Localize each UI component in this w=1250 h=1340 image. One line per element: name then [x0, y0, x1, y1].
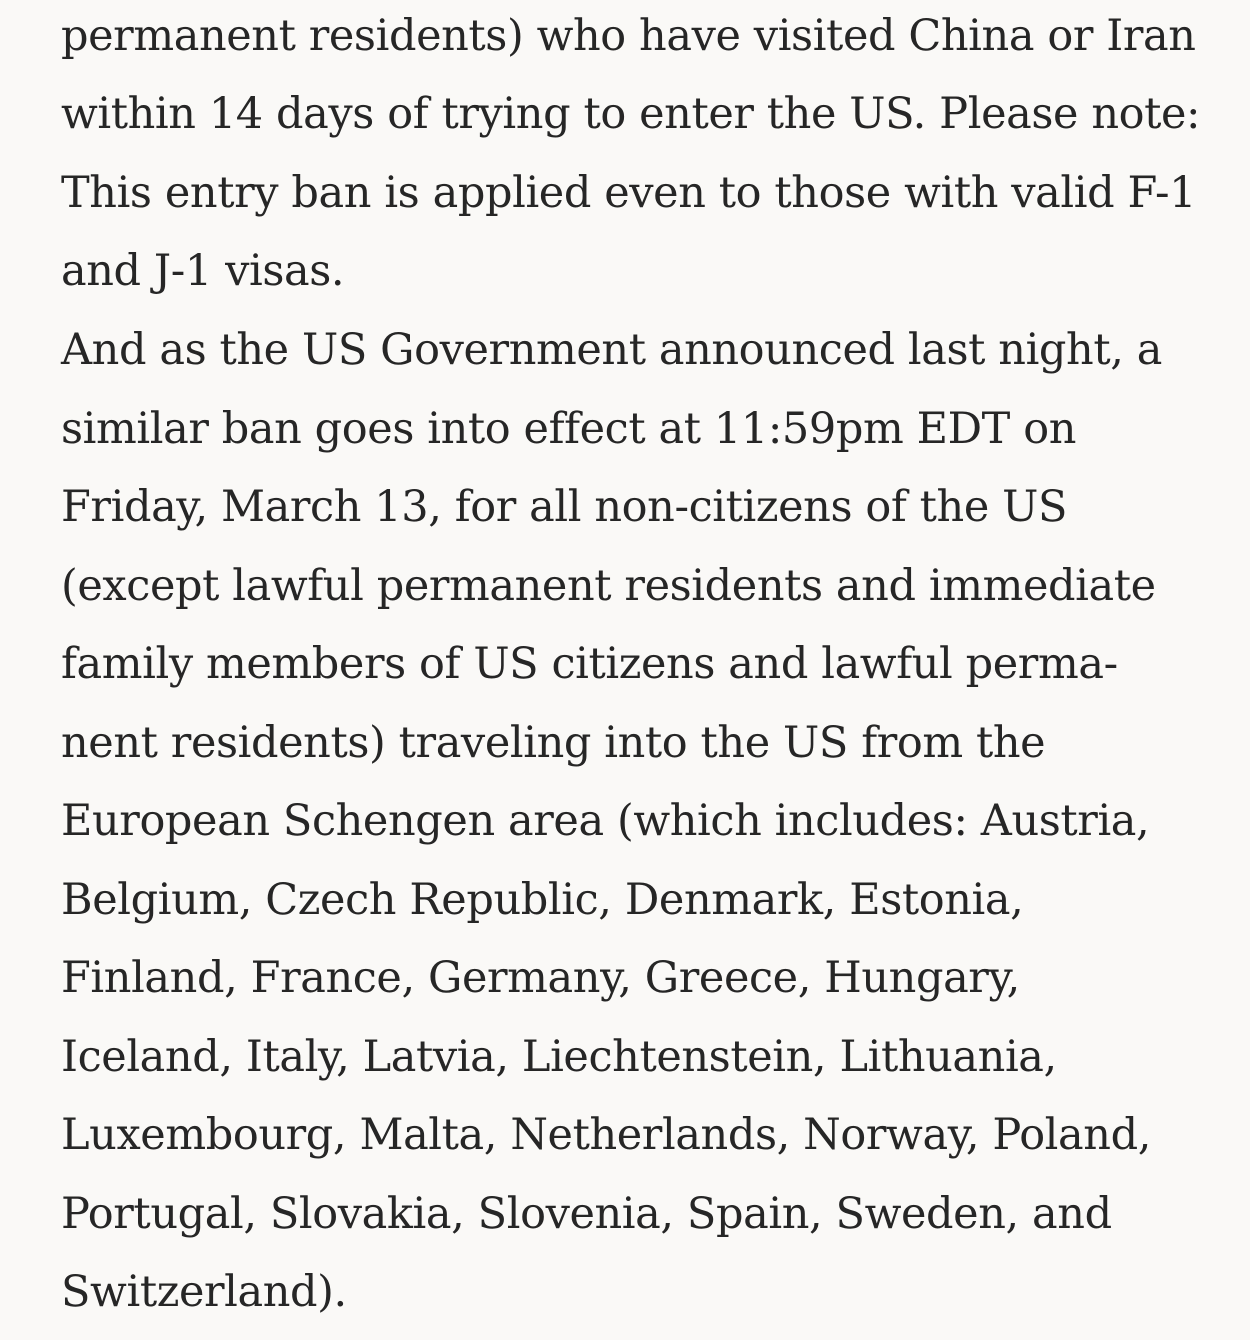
paragraph-line: similar ban goes into effect at 11:59pm EDT on	[61, 404, 1076, 454]
paragraph-line: nent residents) traveling into the US from the	[61, 718, 1046, 768]
paragraph-line: permanent residents) who have visited China or Iran	[61, 11, 1196, 61]
paragraph-line: and J-1 visas.	[61, 246, 345, 296]
paragraph-line: Belgium, Czech Republic, Denmark, Estonia,	[61, 875, 1024, 925]
paragraph-line: Switzerland).	[61, 1267, 347, 1317]
paragraph-line: Friday, March 13, for all non-citizens of the US	[61, 482, 1068, 532]
paragraph-line: family members of US citizens and lawful perma-	[61, 639, 1118, 689]
paragraph-line: (except lawful permanent residents and immediate	[61, 561, 1156, 611]
paragraph-line: Iceland, Italy, Latvia, Liechtenstein, Lithuania,	[61, 1032, 1057, 1082]
paragraph-line: within 14 days of trying to enter the US. Please note:	[61, 89, 1201, 139]
paragraph-line: This entry ban is applied even to those with valid F-1	[61, 168, 1197, 218]
paragraph-line: European Schengen area (which includes: Austria,	[61, 796, 1150, 846]
paragraph-line: Portugal, Slovakia, Slovenia, Spain, Sweden, and	[61, 1189, 1112, 1239]
paragraph-line: Finland, France, Germany, Greece, Hungary,	[61, 953, 1020, 1003]
paragraph-line: Luxembourg, Malta, Netherlands, Norway, Poland,	[61, 1110, 1151, 1160]
paragraph-line: And as the US Government announced last night, a	[61, 325, 1163, 375]
